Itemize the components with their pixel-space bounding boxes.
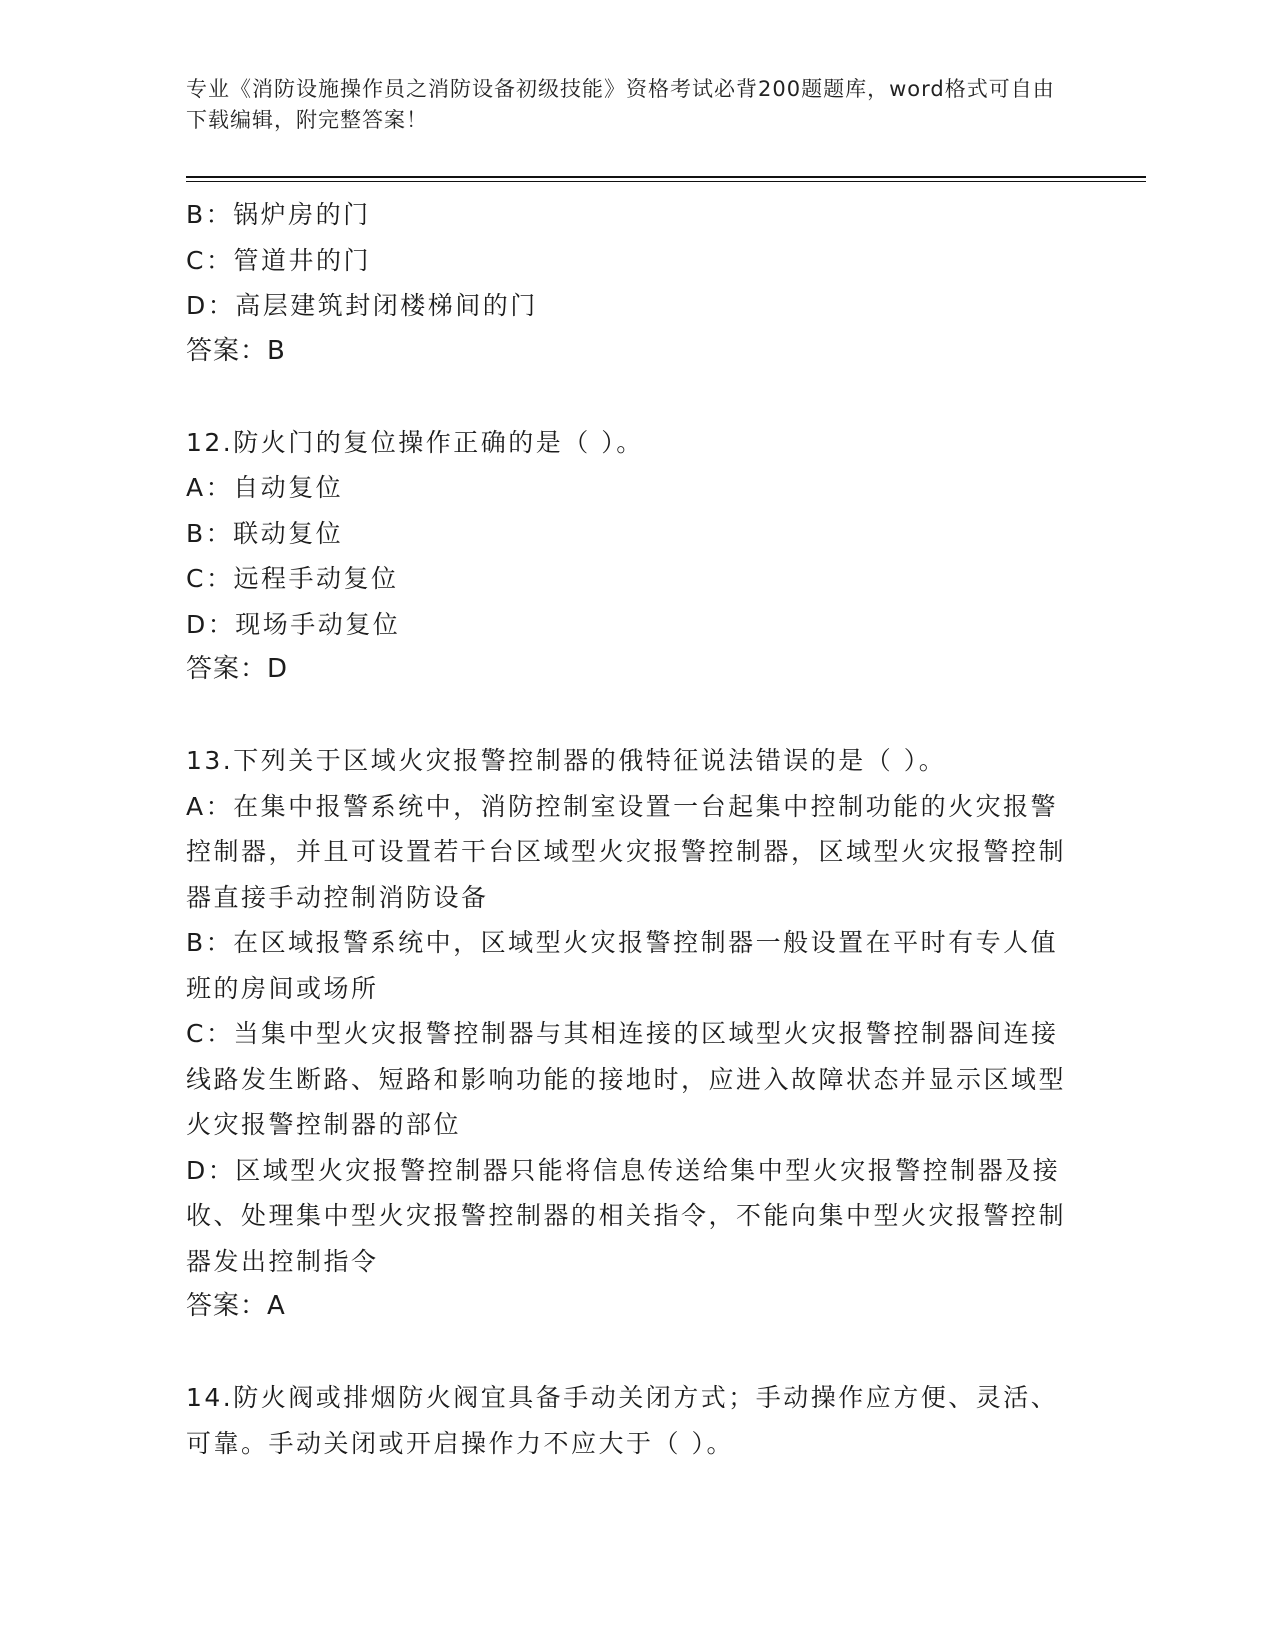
answer-line: 答案：B [186,335,286,366]
spacer [186,1330,1066,1376]
option-a: A：在集中报警系统中，消防控制室设置一台起集中控制功能的火灾报警控制器，并且可设置若干台区域型火灾报警控制器，区域型火灾报警控制器直接手动控制消防设备 [186,791,1067,912]
answer-line: 答案：D [186,654,289,684]
option-c: C：当集中型火灾报警控制器与其相连接的区域型火灾报警控制器间连接线路发生断路、短路和影响功能的接地时，应进入故障状态并显示区域型火灾报警控制器的部位 [186,1019,1067,1139]
document-header: 专业《消防设施操作员之消防设备初级技能》资格考试必背200题题库，word格式可自由下载编辑，附完整答案！ [186,77,1055,132]
option-b: B：联动复位 [186,518,344,548]
option-c: C：管道井的门 [186,245,371,275]
option-d: D：高层建筑封闭楼梯间的门 [186,291,538,320]
question-stem: 14.防火阀或排烟防火阀宜具备手动关闭方式；手动操作应方便、灵活、可靠。手动关闭或开启操作力不应大于（ ）。 [186,1383,1059,1458]
spacer [186,374,1066,420]
question-12 [186,420,1066,693]
document-body [186,192,1066,1466]
question-13 [186,738,1066,1330]
option-c: C：远程手动复位 [186,564,399,593]
question-stem: 12.防火门的复位操作正确的是（ ）。 [186,427,644,457]
option-d: D：区域型火灾报警控制器只能将信息传送给集中型火灾报警控制器及接收、处理集中型火灾报警控制器的相关指令，不能向集中型火灾报警控制器发出控制指令 [186,1155,1067,1276]
prev-question-block [186,192,1066,374]
header-rule-thick [186,176,1146,178]
answer-line: 答案：A [186,1291,286,1321]
question-stem: 13.下列关于区域火灾报警控制器的俄特征说法错误的是（ ）。 [186,746,947,775]
option-a: A：自动复位 [186,473,344,502]
spacer [186,693,1066,739]
option-b: B：在区域报警系统中，区域型火灾报警控制器一般设置在平时有专人值班的房间或场所 [186,928,1059,1003]
option-b: B：锅炉房的门 [186,200,371,229]
option-d: D：现场手动复位 [186,609,401,639]
question-14 [186,1375,1066,1466]
header-rule-thin [186,181,1146,182]
